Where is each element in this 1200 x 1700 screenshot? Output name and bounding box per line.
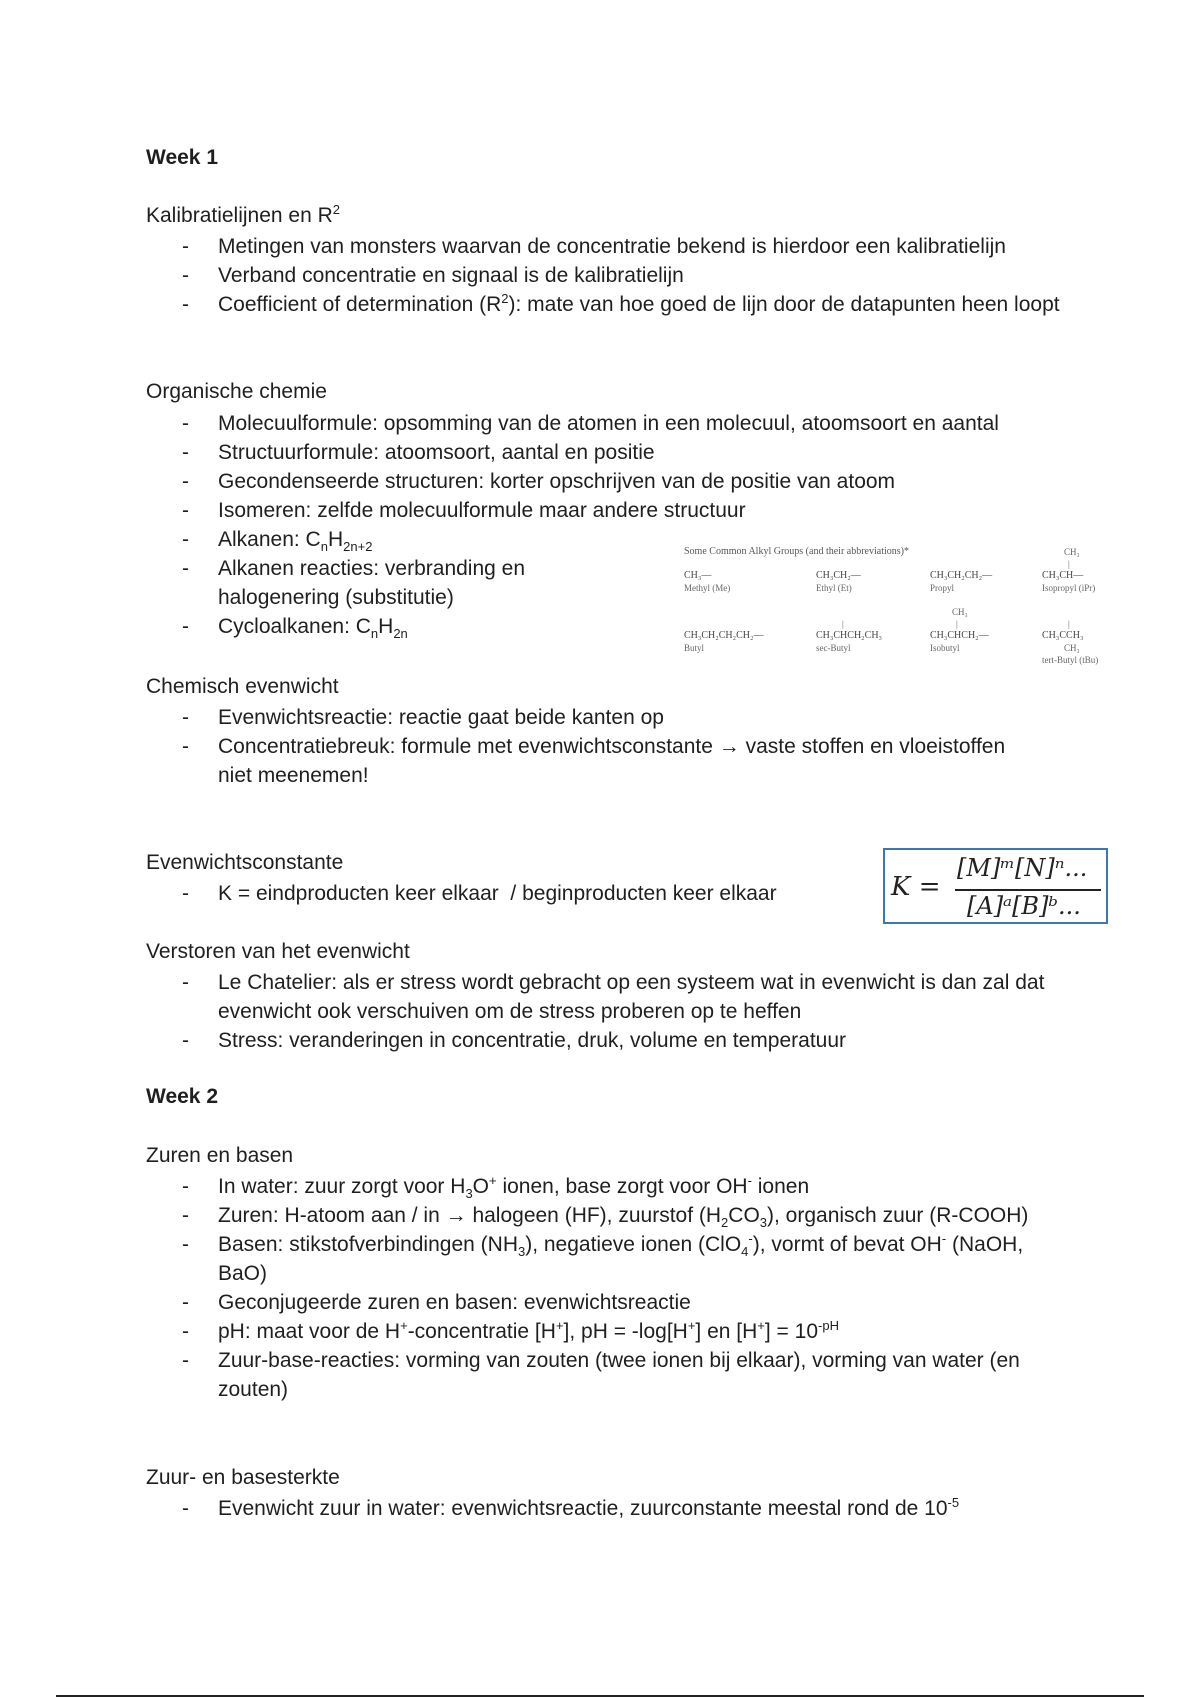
alkyl-groups-figure <box>680 542 1120 682</box>
week2-title: Week 2 <box>146 1085 218 1108</box>
alkyl-group: CH₃CH₂CH₂CH₂— Butyl <box>684 630 764 653</box>
fraction-bar <box>955 889 1101 891</box>
week1-title: Week 1 <box>146 146 218 169</box>
equilibrium-constant-formula <box>883 848 1108 924</box>
list-item: - Isomeren: zelfde molecuulformule maar andere structuur <box>146 496 1066 525</box>
list-item: - Metingen van monsters waarvan de concentratie bekend is hierdoor een kalibratielijn <box>146 232 1066 261</box>
alkyl-group: CH₃CH₂CH₂— Propyl <box>930 570 993 593</box>
list-item: - Coefficient of determination $(R^2)$: mate van hoe goed de lijn door de datapunten heen loopt <box>146 290 1066 319</box>
list-item: - K = eindproducten keer elkaar / beginproducten keer elkaar <box>146 879 866 908</box>
evenwicht-heading: Chemisch evenwicht <box>146 675 339 698</box>
list-item: - Cycloalkanen: $C_nH_{2n}$ <box>146 612 566 641</box>
evenwicht-list <box>146 703 1066 790</box>
list-item: - Verband concentratie en signaal is de kalibratielijn <box>146 261 1066 290</box>
formula-numerator: [M]ᵐ[N]ⁿ... <box>957 854 1088 882</box>
alkyl-group: | CH₃CCH₃ CH₃ tert-Butyl (tBu) <box>1042 619 1099 665</box>
list-item: - Molecuulformule: opsomming van de atomen in een molecuul, atoomsoort en aantal <box>146 409 1066 438</box>
alkyl-group: | CH₃CHCH₂CH₃ sec-Butyl <box>816 619 883 653</box>
list-item: - Gecondenseerde structuren: korter opschrijven van de positie van atoom <box>146 467 1066 496</box>
zuren-list <box>146 1172 1066 1404</box>
verstoren-list <box>146 968 1066 1055</box>
list-item: - Zuren: H-atoom aan / in → halogeen (HF), zuurstof $(H_2CO_3)$, organisch zuur (R-COOH) <box>146 1201 1066 1230</box>
list-item: - In water: zuur zorgt voor $H_3O^+$ ionen, base zorgt voor OH- ionen <box>146 1172 1066 1201</box>
list-item: - Stress: veranderingen in concentratie, druk, volume en temperatuur <box>146 1026 1066 1055</box>
list-item: - Basen: stikstofverbindingen $(NH_3)$, negatieve ionen (ClO$_4$-), vormt of bevat OH- (NaOH, BaO) <box>146 1230 1066 1288</box>
alkyl-group: CH₃ | CH₃CH— Isopropyl (iPr) <box>1042 547 1096 593</box>
sterkte-heading: Zuur- en basesterkte <box>146 1466 340 1489</box>
alkyl-group: CH₃— Methyl (Me) <box>684 570 731 593</box>
organisch-list-2 <box>146 554 566 641</box>
kalibratie-list <box>146 232 1066 319</box>
list-item: - Le Chatelier: als er stress wordt gebracht op een systeem wat in evenwicht is dan zal dat evenwicht ook verschuiven om de stress proberen op te heffen <box>146 968 1066 1026</box>
constante-heading: Evenwichtsconstante <box>146 851 344 874</box>
list-item: - Evenwichtsreactie: reactie gaat beide kanten op <box>146 703 738 732</box>
constante-list <box>146 879 866 908</box>
sterkte-list <box>146 1494 1066 1523</box>
list-item: - pH: maat voor de H+-concentratie [H+], pH = -log[H+] en $[H^+] = 10^{-pH}$ <box>146 1317 1066 1346</box>
verstoren-heading: Verstoren van het evenwicht <box>146 940 410 963</box>
organisch-list <box>146 409 1066 554</box>
list-item: - Zuur-base-reacties: vorming van zouten (twee ionen bij elkaar), vorming van water (en zouten) <box>146 1346 1066 1404</box>
list-item: - Evenwicht zuur in water: evenwichtsreactie, zuurconstante meestal rond de $10^{-5}$ <box>146 1494 1066 1523</box>
list-item: - Geconjugeerde zuren en basen: evenwichtsreactie <box>146 1288 1066 1317</box>
figure-caption: Some Common Alkyl Groups (and their abbreviations)* <box>684 546 909 557</box>
alkyl-group: CH₃CH₂— Ethyl (Et) <box>816 570 861 593</box>
formula-k: K = <box>891 872 941 902</box>
list-item: - Alkanen reacties: verbranding en halogenering (substitutie) <box>146 554 566 612</box>
list-item: - Alkanen: $C_nH_{2n+2}$ <box>146 525 1066 554</box>
kalibratie-heading: Kalibratielijnen en $R^2$ <box>146 202 341 227</box>
page-bottom-divider <box>56 1695 1144 1697</box>
list-item: - Concentratiebreuk: formule met evenwichtsconstante → vaste stoffen en vloeistoffen niet meenemen! <box>146 732 1066 790</box>
list-item: - Structuurformule: atoomsoort, aantal en positie <box>146 438 1066 467</box>
zuren-heading: Zuren en basen <box>146 1144 294 1167</box>
formula-denominator: [A]ᵃ[B]ᵇ... <box>967 892 1081 920</box>
alkyl-group: CH₃ | CH₃CHCH₂— Isobutyl <box>930 607 989 653</box>
organisch-heading: Organische chemie <box>146 380 327 403</box>
